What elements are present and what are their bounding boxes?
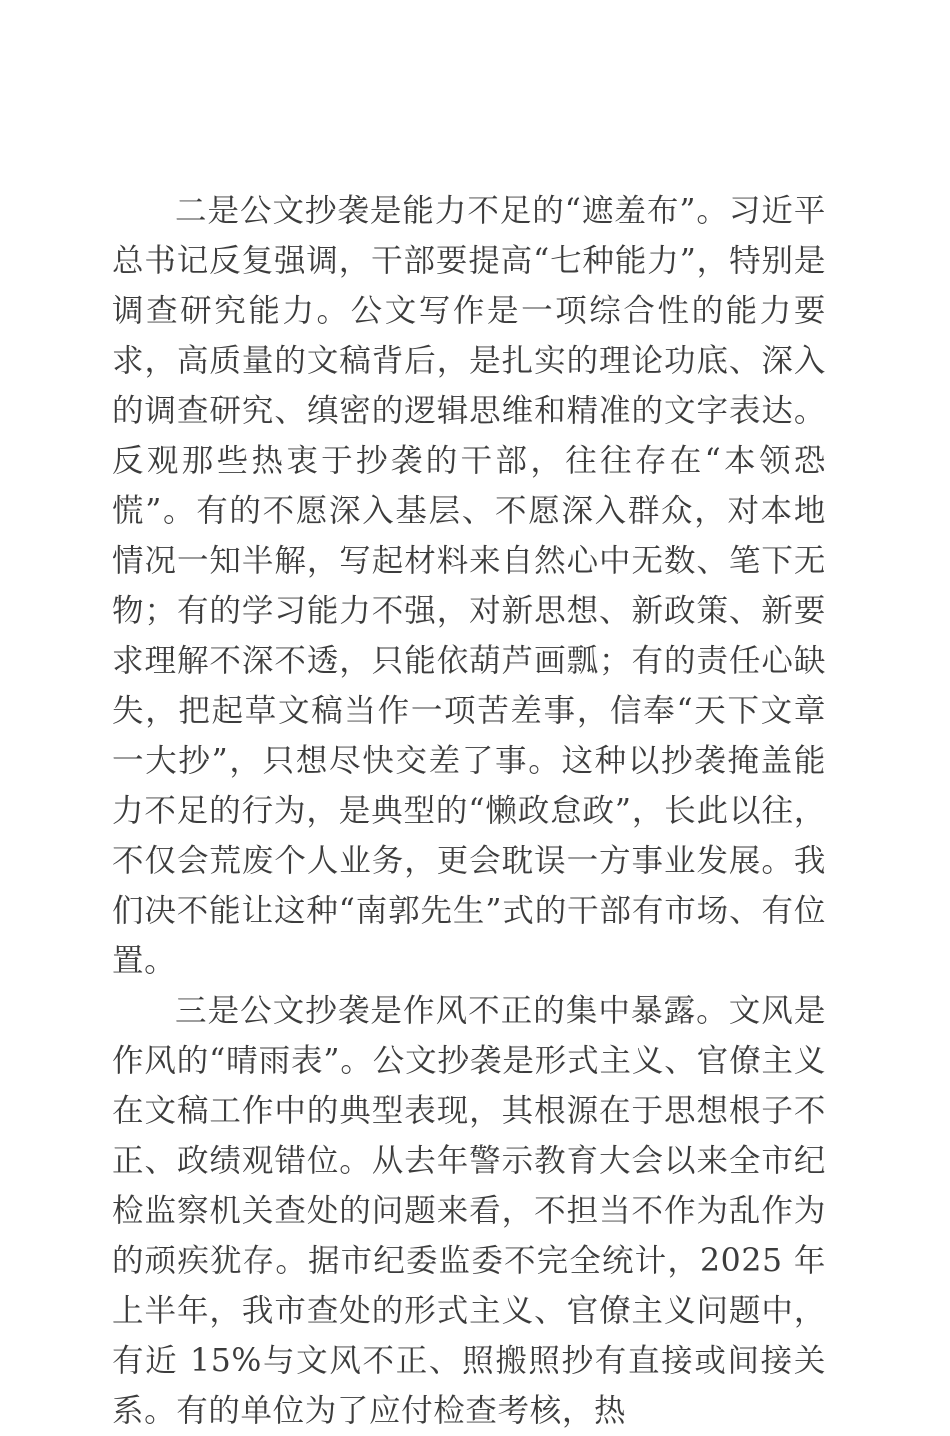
paragraph-san-shi: 三是公文抄袭是作风不正的集中暴露。文风是作风的“晴雨表”。公文抄袭是形式主义、官僚主义在文稿工作中的典型表现，其根源在于思想根子不正、政绩观错位。从去年警示教育大会以来全市纪检监察机关查处的问题来看，不担当不作为乱作为的顽疾犹存。据市纪委监委不完全统计，2025 年上半年，我市查处的形式主义、官僚主义问题中，有近 15%与文风不正、照搬照抄有直接或间接关系。有的单位为了应付检查考核，热 <box>112 993 826 1429</box>
paragraph-er-shi: 二是公文抄袭是能力不足的“遮羞布”。习近平总书记反复强调，干部要提高“七种能力”，特别是调查研究能力。公文写作是一项综合性的能力要求，高质量的文稿背后，是扎实的理论功底、深入的调查研究、缜密的逻辑思维和精准的文字表达。反观那些热衷于抄袭的干部，往往存在“本领恐慌”。有的不愿深入基层、不愿深入群众，对本地情况一知半解，写起材料来自然心中无数、笔下无物；有的学习能力不强，对新思想、新政策、新要求理解不深不透，只能依葫芦画瓢；有的责任心缺失，把起草文稿当作一项苦差事，信奉“天下文章一大抄”，只想尽快交差了事。这种以抄袭掩盖能力不足的行为，是典型的“懒政怠政”，长此以往，不仅会荒废个人业务，更会耽误一方事业发展。我们决不能让这种“南郭先生”式的干部有市场、有位置。 <box>112 193 826 979</box>
document-body <box>112 186 826 1436</box>
